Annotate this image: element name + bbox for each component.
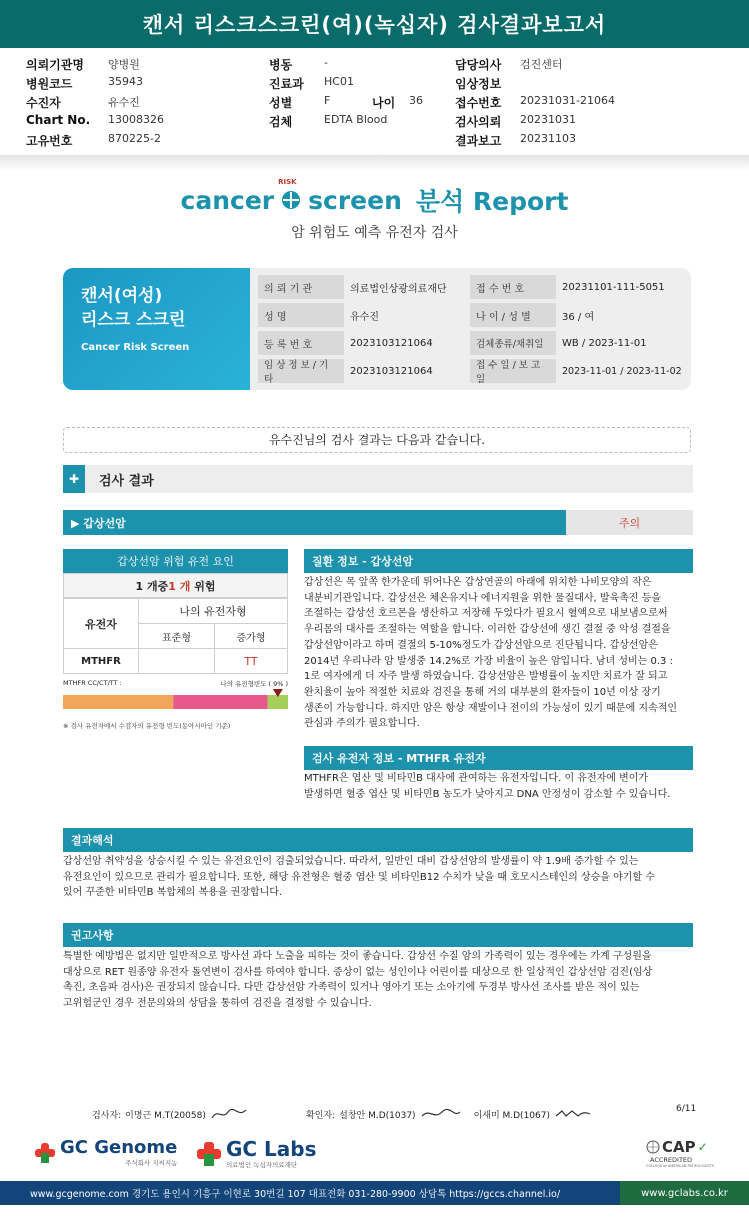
- info-value: 검진센터: [520, 58, 563, 71]
- freq-label: MTHFR CC/CT/TT :: [63, 679, 122, 687]
- text-line: 있어 꾸준한 비타민B 복합체의 복용을 권장합니다.: [63, 887, 283, 899]
- section-header: [63, 465, 693, 493]
- text-line: 유전요인이 있으므로 관리가 필요합니다. 또한, 해당 유전형은 혈중 엽산 및 비타민B12 수치가 낮을 때 호모시스테인의 상승을 야기할 수: [63, 871, 655, 883]
- info-label: 접수번호: [455, 96, 502, 110]
- col-my-genotype-header: 나의 유전자형: [138, 598, 288, 624]
- divider: [0, 155, 749, 171]
- info-value: F: [324, 94, 331, 107]
- freq-footnote: ※ 검사 유전자에서 수검자의 유전형 빈도(동아시아인 기준): [63, 722, 231, 730]
- gc-cross-icon: [196, 1141, 222, 1167]
- info-label: 임상정보: [455, 77, 502, 91]
- disease-info-header: 질환 정보 - 갑상선암: [304, 549, 693, 573]
- recommendation-text: [63, 949, 693, 1012]
- info-label: 병원코드: [26, 77, 73, 91]
- standard-value: [138, 648, 215, 674]
- risk-factor-table: [63, 549, 288, 730]
- risk-table-body: [63, 573, 288, 675]
- info-label: 의뢰기관명: [26, 58, 84, 72]
- col-increased-header: 증가형: [214, 623, 288, 649]
- cap-globe-icon: [646, 1140, 660, 1154]
- text-line: 완치율이 높아 적절한 치료와 검진을 통해 거의 대부분의 환자들이 10년 이상 장기: [304, 686, 661, 698]
- text-line: 우리몸의 대사를 조절하는 역할을 합니다. 이러한 갑상선에 생긴 결절 중 악성 결절을: [304, 624, 671, 636]
- card-label: 접 수 일 / 보 고 일: [470, 359, 556, 383]
- info-value: EDTA Blood: [324, 113, 388, 126]
- report-title: 캔서 리스크스크린(여)(녹십자) 검사결과보고서: [0, 0, 749, 48]
- info-value: HC01: [324, 75, 354, 88]
- category-bar: ▶ 갑상선암: [63, 510, 566, 535]
- medical-kit-icon: ✚: [63, 465, 85, 493]
- gc-genome-name: GC Genome: [60, 1137, 178, 1158]
- text-line: 갑상선암이라고 하며 결절의 5-10%정도가 갑상선암으로 진단됩니다. 갑상선암은: [304, 639, 658, 651]
- gene-name: MTHFR: [63, 648, 139, 674]
- card-label: 성 명: [258, 303, 344, 327]
- card-title-line1: 캔서(여성): [81, 286, 163, 306]
- col-standard-header: 표준형: [138, 623, 215, 649]
- gene-info-text: [304, 771, 693, 802]
- text-line: 관심과 주의가 필요합니다.: [304, 718, 420, 730]
- genotype-frequency: [63, 677, 288, 713]
- card-value: 2023103121064: [350, 337, 433, 349]
- disease-info-text: [304, 575, 693, 732]
- text-line: 내분비기관입니다. 갑상선은 체온유지나 에너지원을 위한 물질대사, 발육촉진 등을: [304, 592, 662, 604]
- text-line: 갑상선암 취약성을 상승시킬 수 있는 유전요인이 검출되었습니다. 따라서, 일반인 대비 갑상선암의 발생률이 약 1.9배 증가할 수 있는: [63, 856, 639, 867]
- confirmer2-name: 이새미 M.D(1067): [473, 1110, 550, 1121]
- info-value: 양병원: [108, 58, 140, 71]
- risk-table-title: 갑상선암 위험 유전 요인: [63, 549, 288, 573]
- risk-summary: [63, 573, 288, 598]
- text-line: MTHFR은 엽산 및 비타민B 대사에 관여하는 유전자입니다. 이 유전자에 변이가: [304, 773, 649, 784]
- card-title-line2: 리스크 스크린: [81, 310, 186, 330]
- freq-segment-tt: [268, 695, 288, 709]
- text-line: 생존이 가능합니다. 하지만 암은 항상 재발이나 전이의 가능성이 있기 때문에 지속적인: [304, 702, 678, 714]
- section-title: 검사 결과: [99, 473, 154, 489]
- cap-name: CAP: [662, 1138, 696, 1156]
- freq-segment-ct: [173, 695, 268, 709]
- text-line: 갑상선은 목 앞쪽 한가운데 튀어나온 갑상연골의 아래에 위치한 나비모양의 작은: [304, 577, 652, 588]
- gc-genome-logo: [34, 1138, 177, 1167]
- footer-bar: [0, 1181, 749, 1205]
- card-value: 유수진: [350, 311, 379, 323]
- card-value: 의료법인상광의료재단: [350, 283, 447, 295]
- info-label: 검사의뢰: [455, 115, 502, 129]
- info-label: 병동: [269, 58, 293, 72]
- card-title-en: Cancer Risk Screen: [81, 342, 190, 353]
- tester-label: 검사자:: [92, 1110, 122, 1121]
- confirmer1-name: 설창안 M.D(1037): [339, 1110, 416, 1121]
- interpretation-text: [63, 854, 693, 901]
- gc-labs-name: GC Labs: [226, 1137, 317, 1161]
- info-label: 검체: [269, 115, 293, 129]
- frequency-bar: [63, 689, 288, 713]
- increased-value: TT: [214, 648, 288, 674]
- risk-label: RISK: [278, 178, 297, 186]
- info-value: 20231103: [520, 132, 576, 145]
- info-value: 유수진: [108, 96, 140, 109]
- info-label: 고유번호: [26, 134, 73, 148]
- handwritten-signature-icon: [420, 1106, 462, 1122]
- info-label: Chart No.: [26, 113, 91, 127]
- card-value: 2023103121064: [350, 365, 433, 377]
- card-label: 등 록 번 호: [258, 331, 344, 355]
- card-label: 검체종류/채취일: [470, 331, 556, 355]
- info-label: 성별: [269, 96, 293, 110]
- text-line: 1로 여자에게 더 자주 발생 하였습니다. 갑상선암은 발병률이 높지만 치료가 잘 되고: [304, 671, 668, 683]
- result-notice: 유수진님의 검사 결과는 다음과 같습니다.: [63, 427, 691, 453]
- gc-cross-icon: [34, 1142, 56, 1164]
- summary-post: 위험: [190, 579, 216, 593]
- info-value: 36: [409, 94, 423, 107]
- info-value: -: [324, 56, 328, 69]
- checkmark-icon: ✓: [697, 1140, 708, 1154]
- gc-genome-sub: 주식회사 지씨지놈: [125, 1159, 178, 1167]
- patient-info-col2: [269, 56, 449, 132]
- logo-report: 분석 Report: [415, 187, 569, 216]
- info-value: 35943: [108, 75, 143, 88]
- info-value: 13008326: [108, 113, 164, 126]
- patient-info-col3: [455, 56, 715, 151]
- footer-address: www.gcgenome.com 경기도 용인시 기흥구 이현로 30번길 107 대표전화 031-280-9900 상담톡 https://gccs.channel.io/: [30, 1189, 561, 1200]
- interpretation-header: 결과해석: [63, 828, 693, 852]
- patient-info: [0, 52, 749, 152]
- info-label: 결과보고: [455, 134, 502, 148]
- info-label: 나이: [372, 96, 396, 110]
- cancer-risk-screen-logo: [0, 180, 749, 220]
- summary-card-grid: [258, 275, 686, 383]
- card-value: 36 / 여: [562, 311, 595, 323]
- info-label: 담당의사: [455, 58, 502, 72]
- text-line: 조절하는 갑상선 호르몬을 생산하고 저장해 두었다가 필요시 혈액으로 내보냄으로써: [304, 608, 668, 620]
- card-value: WB / 2023-11-01: [562, 337, 647, 349]
- page-number: 6/11: [676, 1104, 697, 1114]
- logo-word-screen: screen: [308, 185, 402, 215]
- text-line: 고위험군인 경우 전문의와의 상담을 통하여 검진을 결정할 수 있습니다.: [63, 998, 372, 1010]
- card-label: 나 이 / 성 별: [470, 303, 556, 327]
- gc-labs-sub: 의료법인 녹십자의료재단: [226, 1161, 298, 1169]
- freq-segment-cc: [63, 695, 173, 709]
- logo-word-cancer: cancer: [180, 185, 275, 215]
- recommendation-header: 권고사항: [63, 923, 693, 947]
- info-value: 20231031: [520, 113, 576, 126]
- text-line: 2014년 우리나라 암 발생중 14.2%로 가장 비율이 높은 암입니다. 남녀 성비는 0.3 :: [304, 655, 673, 667]
- summary-pre: 1 개중: [135, 579, 169, 593]
- cap-accredited-logo: [646, 1138, 716, 1168]
- report-subtitle: 암 위험도 예측 유전자 검사: [291, 225, 458, 241]
- summary-card-title: [63, 268, 250, 390]
- tester-name: 이명근 M.T(20058): [125, 1110, 206, 1121]
- confirm-label: 확인자:: [306, 1110, 336, 1121]
- handwritten-signature-icon: [210, 1106, 248, 1122]
- gene-info-header: 검사 유전자 정보 - MTHFR 유전자: [304, 746, 693, 770]
- text-line: 대상으로 RET 원종양 유전자 돌연변이 검사를 하여야 합니다. 증상이 없는 성인이나 어린이를 대상으로 한 일상적인 갑상선암 검진(임상: [63, 966, 653, 978]
- my-freq-label: 나의 유전형빈도 ( 9% ): [220, 680, 288, 688]
- cap-sub: ACCREDITED: [650, 1156, 693, 1164]
- text-line: 발생하면 혈중 엽산 및 비타민B 농도가 낮아지고 DNA 안정성이 감소할 수 있습니다.: [304, 788, 671, 800]
- patient-info-col1: [26, 56, 246, 151]
- summary-count: 1 개: [168, 579, 191, 593]
- info-label: 진료과: [269, 77, 304, 91]
- footer-website-link[interactable]: www.gclabs.co.kr: [620, 1181, 749, 1205]
- handwritten-signature-icon: [554, 1108, 592, 1120]
- card-label: 의 뢰 기 관: [258, 275, 344, 299]
- gc-labs-logo: [196, 1138, 317, 1169]
- card-label: 접 수 번 호: [470, 275, 556, 299]
- text-line: 특별한 예방법은 없지만 일반적으로 방사선 과다 노출을 피하는 것이 좋습니다. 갑상선 수질 암의 가족력이 있는 경우에는 가계 구성원을: [63, 951, 652, 962]
- card-value: 20231101-111-5051: [562, 281, 665, 293]
- card-label: 임 상 정 보 / 기 타: [258, 359, 344, 383]
- card-value: 2023-11-01 / 2023-11-02: [562, 365, 682, 377]
- col-gene-header: 유전자: [63, 598, 139, 649]
- text-line: 촉진, 초음파 검사)은 권장되지 않습니다. 다만 갑상선암 가족력이 있거나 영아기 또는 소아기에 두경부 방사선 조사를 받은 적이 있는: [63, 982, 640, 994]
- info-label: 수진자: [26, 96, 61, 110]
- info-value: 870225-2: [108, 132, 161, 145]
- info-value: 20231031-21064: [520, 94, 615, 107]
- tester-signature: [92, 1106, 248, 1122]
- cap-sub2: COLLEGE of AMERICAN PATHOLOGISTS: [646, 1164, 714, 1168]
- risk-target-icon: [278, 178, 302, 211]
- status-badge: 주의: [566, 510, 693, 535]
- confirmer-signature: [306, 1106, 592, 1122]
